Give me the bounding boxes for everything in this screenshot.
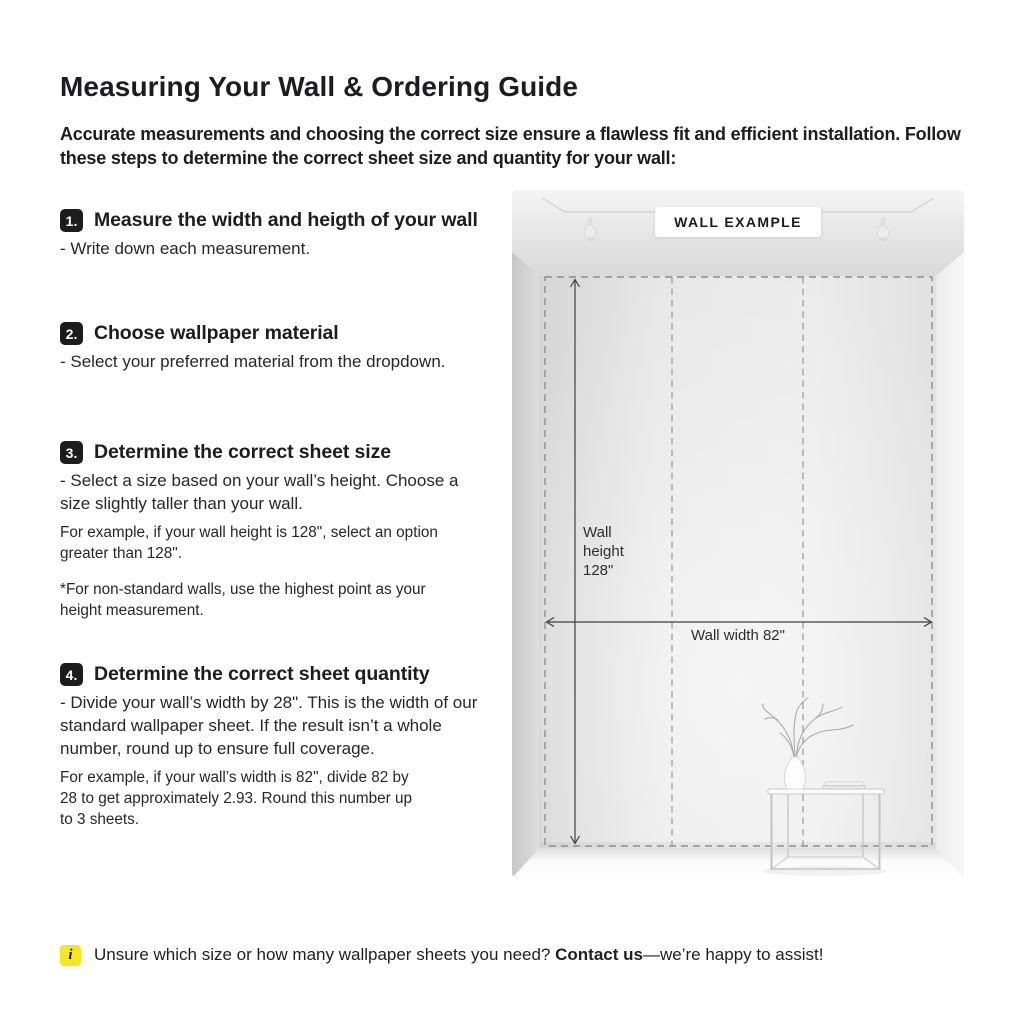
info-icon: i [60, 945, 81, 966]
wall-example-badge: WALL EXAMPLE [655, 207, 821, 237]
table-shadow [763, 866, 887, 876]
footer-text [94, 944, 823, 966]
step-2 [60, 322, 515, 373]
step-3 [60, 441, 515, 621]
footer-note [60, 944, 960, 966]
step-1 [60, 209, 515, 260]
room-illustration [512, 190, 964, 878]
step-3-note: *For non-standard walls, use the highest point as your height measurement. [60, 581, 426, 619]
step-4-body: - Divide your wall’s width by 28". This is the width of our standard wallpaper sheet. If the result isn’t a whole number, round up to ensure full coverage. [60, 693, 478, 758]
step-3-number-badge: 3. [60, 441, 83, 464]
step-3-body: - Select a size based on your wall’s height. Choose a size slightly taller than your wall. [60, 471, 459, 513]
step-4-title: Determine the correct sheet quantity [94, 663, 430, 685]
wall-height-label [583, 523, 624, 580]
step-2-title: Choose wallpaper material [94, 322, 339, 344]
step-3-title: Determine the correct sheet size [94, 441, 392, 463]
wall-example-figure [512, 190, 964, 878]
contact-us-link[interactable]: Contact us [555, 945, 643, 964]
wall-height-label-line: Wall [583, 524, 612, 541]
step-2-number-badge: 2. [60, 322, 83, 345]
footer-text-suffix: —we’re happy to assist! [642, 945, 824, 964]
step-1-body: - Write down each measurement. [60, 239, 311, 258]
step-3-example: For example, if your wall height is 128", select an option greater than 128". [60, 524, 438, 562]
intro-paragraph: Accurate measurements and choosing the correct size ensure a flawless fit and efficient installation. Follow these steps to determine the correct sheet size and quantity for your wall: [60, 124, 961, 168]
footer-text-prefix: Unsure which size or how many wallpaper sheets you need? [94, 945, 556, 964]
wall-width-label: Wall width 82" [691, 627, 785, 644]
step-4 [60, 663, 515, 830]
step-4-example: For example, if your wall’s width is 82", divide 82 by 28 to get approximately 2.93. Round this number up to 3 sheets. [60, 769, 413, 828]
wall-height-label-line: 128" [583, 562, 614, 579]
wall-height-label-line: height [583, 543, 624, 560]
step-1-title: Measure the width and heigth of your wall [94, 209, 478, 231]
step-1-number-badge: 1. [60, 209, 83, 232]
room-surfaces [512, 190, 964, 878]
step-4-number-badge: 4. [60, 663, 83, 686]
page-title: Measuring Your Wall & Ordering Guide [60, 70, 579, 102]
step-2-body: - Select your preferred material from the dropdown. [60, 352, 446, 371]
books-illustration [823, 782, 865, 789]
